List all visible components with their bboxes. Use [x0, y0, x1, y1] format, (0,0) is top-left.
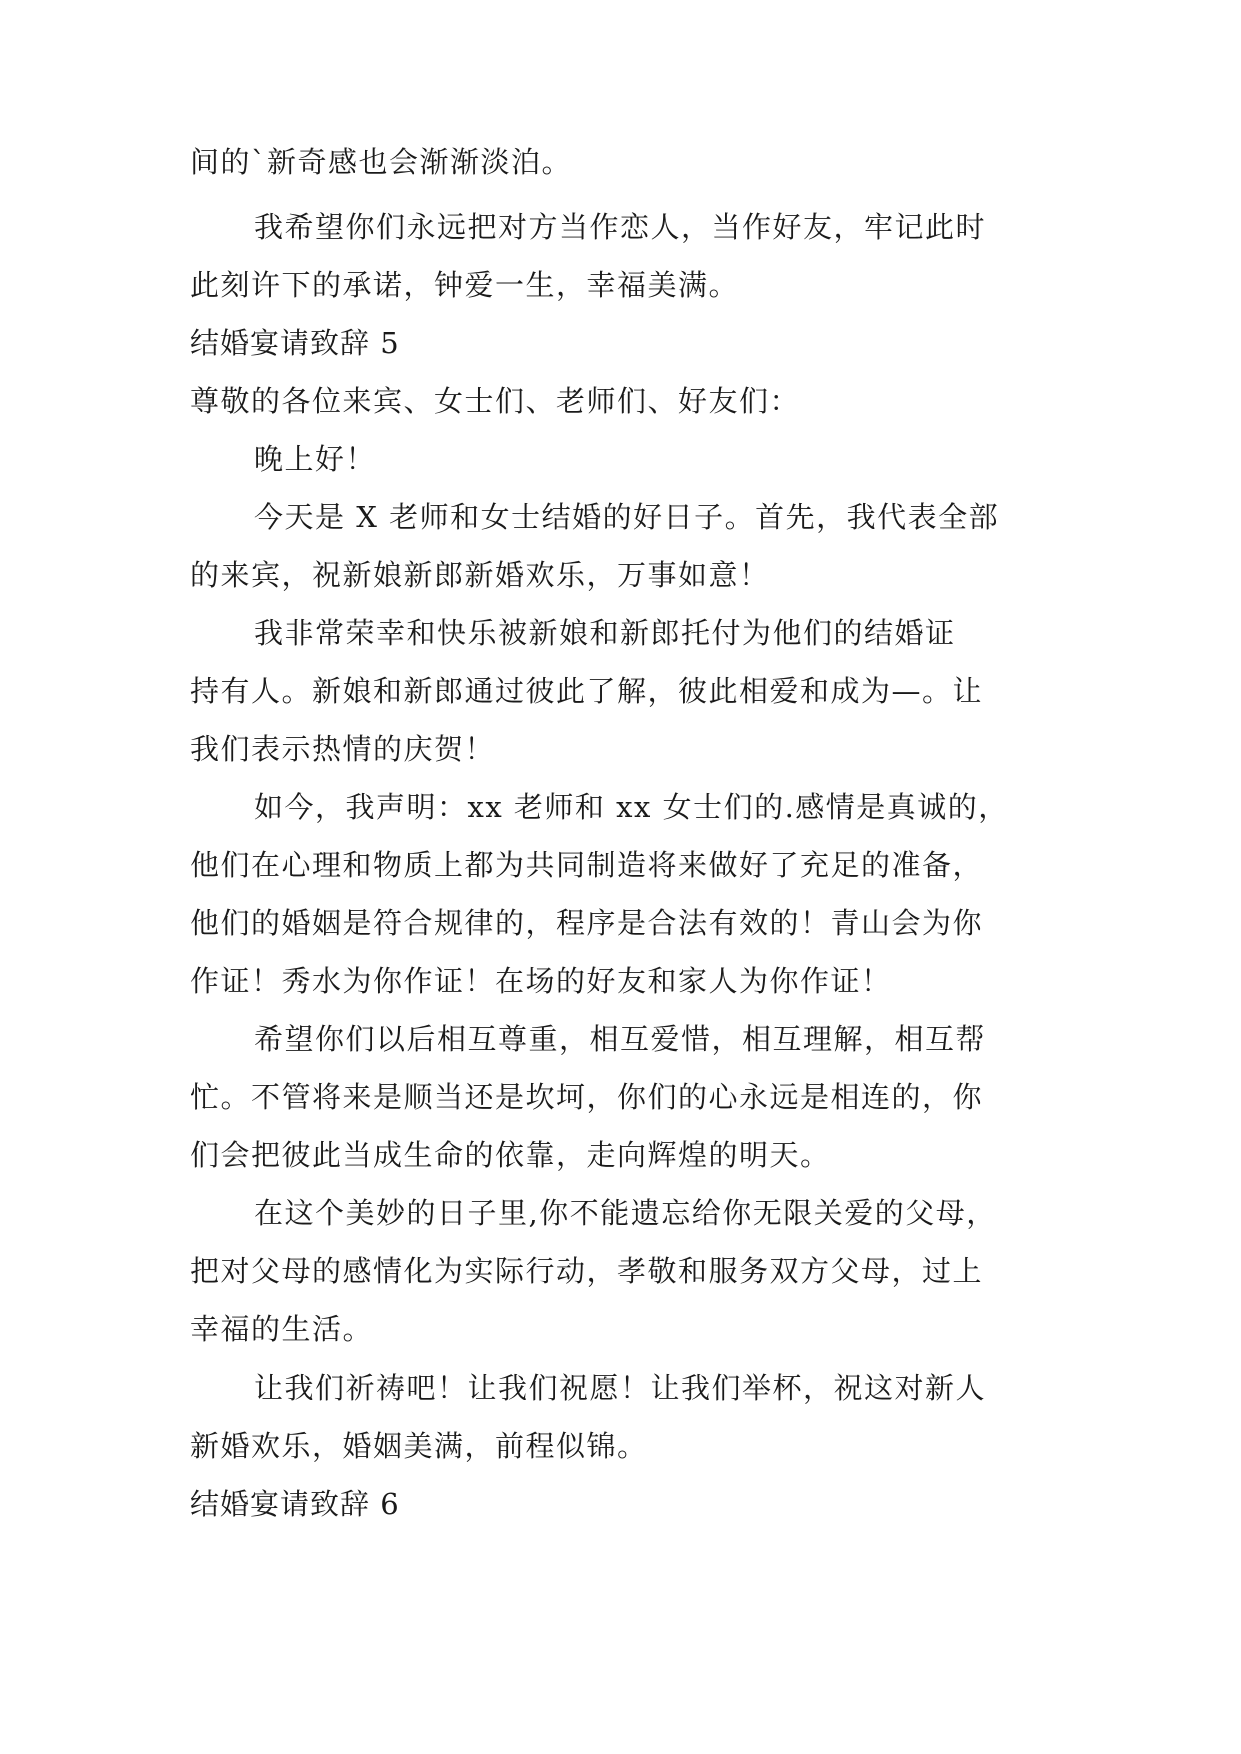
section-heading: 结婚宴请致辞 6: [190, 1487, 400, 1521]
text-line: 们会把彼此当成生命的依靠，走向辉煌的明天。: [190, 1138, 831, 1172]
text-line: 间的`新奇感也会渐渐淡泊。: [190, 145, 573, 179]
text-line: 在这个美妙的日子里,你不能遗忘给你无限关爱的父母，: [254, 1196, 997, 1230]
text-line: 的来宾，祝新娘新郎新婚欢乐，万事如意！: [190, 558, 770, 592]
text-line: 晚上好！: [254, 442, 377, 476]
text-line: 把对父母的感情化为实际行动，孝敬和服务双方父母，过上: [190, 1254, 984, 1288]
text-line: 我希望你们永远把对方当作恋人，当作好友，牢记此时: [254, 210, 987, 244]
text-line: 持有人。新娘和新郎通过彼此了解，彼此相爱和成为—。让: [190, 674, 984, 708]
text-line: 作证！秀水为你作证！在场的好友和家人为你作证！: [190, 964, 892, 998]
text-line: 我们表示热情的庆贺！: [190, 732, 496, 766]
text-line: 幸福的生活。: [190, 1312, 374, 1346]
text-line: 忙。不管将来是顺当还是坎坷，你们的心永远是相连的，你: [190, 1080, 984, 1114]
text-line: 今天是 X 老师和女士结婚的好日子。首先，我代表全部: [254, 500, 1000, 534]
text-line: 他们在心理和物质上都为共同制造将来做好了充足的准备，: [190, 848, 984, 882]
text-line: 他们的婚姻是符合规律的，程序是合法有效的！青山会为你: [190, 906, 984, 940]
text-line: 此刻许下的承诺，钟爱一生，幸福美满。: [190, 268, 740, 302]
text-line: 让我们祈祷吧！让我们祝愿！让我们举杯，祝这对新人: [254, 1371, 987, 1405]
text-line: 希望你们以后相互尊重，相互爱惜，相互理解，相互帮: [254, 1022, 987, 1056]
text-line: 新婚欢乐，婚姻美满，前程似锦。: [190, 1429, 648, 1463]
section-heading: 结婚宴请致辞 5: [190, 326, 400, 360]
text-line: 尊敬的各位来宾、女士们、老师们、好友们：: [190, 384, 801, 418]
text-line: 我非常荣幸和快乐被新娘和新郎托付为他们的结婚证: [254, 616, 956, 650]
text-line: 如今，我声明：xx 老师和 xx 女士们的.感情是真诚的，: [254, 790, 1009, 824]
